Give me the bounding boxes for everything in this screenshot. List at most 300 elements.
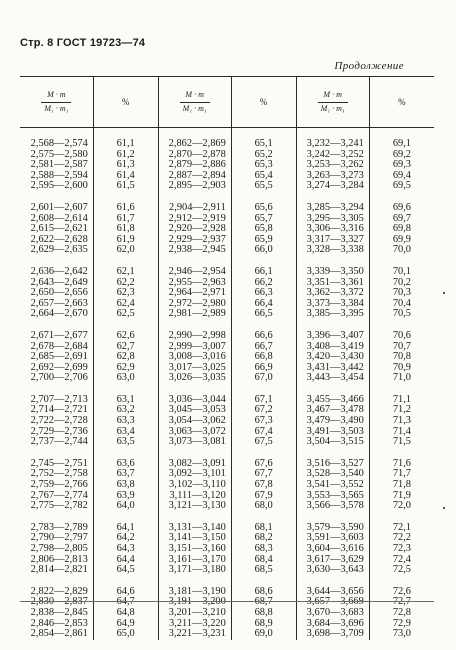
percent-value: 66,6 [254, 329, 273, 341]
row-group [159, 395, 226, 448]
percent-value: 70,4 [392, 297, 411, 309]
percent-value: 68,3 [254, 543, 273, 554]
ratio-range-value: 2,759—2,766 [30, 479, 88, 491]
row-group [297, 139, 364, 192]
row-group [370, 331, 434, 384]
percent-column [93, 128, 158, 640]
percent-value: 65,4 [254, 169, 273, 181]
ratio-range-value: 2,601—2,607 [30, 201, 88, 213]
row-group [94, 523, 158, 576]
ratio-range-value: 2,767—2,774 [30, 489, 88, 501]
ratio-range-value: 3,295—3,305 [306, 212, 364, 224]
percent-column [231, 128, 296, 640]
ratio-range-value: 3,630—3,643 [306, 564, 364, 576]
percent-value: 64,2 [116, 532, 135, 544]
ratio-range-value: 3,541—3,552 [306, 479, 364, 491]
ratio-range-value: 2,722—2,728 [30, 415, 88, 427]
row-group [159, 267, 226, 320]
percent-value: 71,3 [392, 415, 411, 427]
percent-value: 71,4 [392, 425, 411, 437]
ratio-header-denominator: M₁ · m₁ [41, 102, 71, 115]
percent-value: 61,9 [116, 233, 135, 245]
row-group [20, 331, 88, 384]
percent-value: 71,9 [392, 489, 411, 501]
row-group [297, 523, 364, 576]
ratio-range-value: 2,972—2,980 [168, 297, 226, 309]
ratio-header-denominator: M₁ · m₁ [180, 102, 210, 115]
percent-value: 66,7 [254, 340, 273, 352]
percent-value: 62,5 [116, 308, 135, 320]
percent-value: 63,2 [116, 404, 135, 416]
row-group [370, 267, 434, 320]
percent-value: 69,0 [254, 628, 273, 640]
row-group [20, 523, 88, 576]
percent-value: 65,3 [254, 159, 273, 171]
row-group [297, 459, 364, 512]
percent-value: 68,1 [254, 521, 273, 533]
ratio-range-value: 2,838—2,845 [30, 606, 88, 618]
row-group [232, 139, 296, 192]
ratio-range-value: 3,566—3,578 [306, 500, 364, 512]
percent-value: 65,5 [254, 180, 273, 192]
ratio-range-value: 3,017—3,025 [168, 361, 226, 373]
percent-value: 69,1 [392, 138, 411, 149]
percent-value: 65,2 [254, 148, 273, 160]
ratio-range-value: 2,854—2,861 [30, 628, 88, 640]
percent-value: 72,2 [392, 532, 411, 544]
percent-value: 70,7 [392, 340, 411, 352]
row-group [232, 587, 296, 640]
ratio-range-value: 3,306—3,316 [306, 223, 364, 235]
percent-value: 67,1 [254, 393, 273, 405]
percent-value: 66,8 [254, 351, 273, 363]
percent-value: 71,0 [392, 372, 411, 384]
percent-value: 72,7 [392, 596, 411, 608]
row-group [232, 331, 296, 384]
ratio-range-value: 3,362—3,372 [306, 287, 364, 299]
ratio-range-value: 2,798—2,805 [30, 543, 88, 554]
ratio-range-value: 3,191—3,200 [168, 596, 226, 608]
ratio-range-value: 3,455—3,466 [306, 393, 364, 405]
row-group [94, 203, 158, 256]
ratio-range-value: 2,622—2,628 [30, 233, 88, 245]
row-group [232, 459, 296, 512]
ratio-range-value: 2,685—2,691 [30, 351, 88, 363]
ratio-range-value: 2,707—2,713 [30, 393, 88, 405]
percent-value: 65,0 [116, 628, 135, 640]
percent-value: 62,4 [116, 297, 135, 309]
percent-value: 72,6 [392, 585, 411, 597]
margin-dot [443, 292, 445, 294]
percent-value: 63,3 [116, 415, 135, 427]
percent-value: 66,3 [254, 287, 273, 299]
percent-value: 63,9 [116, 489, 135, 501]
percent-value: 70,9 [392, 361, 411, 373]
percent-value: 65,1 [254, 138, 273, 149]
page-header: Стр. 8 ГОСТ 19723—74 [20, 37, 146, 49]
ratio-range-value: 3,317—3,327 [306, 233, 364, 245]
ratio-range-value: 3,232—3,241 [306, 138, 364, 149]
ratio-range-value: 3,121—3,130 [168, 500, 226, 512]
percent-value: 72,3 [392, 543, 411, 554]
ratio-range-value: 2,946—2,954 [168, 265, 226, 277]
ratio-range-value: 2,729—2,736 [30, 425, 88, 437]
ratio-range-value: 3,504—3,515 [306, 436, 364, 448]
percent-value: 63,6 [116, 457, 135, 469]
ratio-range-value: 2,904—2,911 [169, 201, 226, 213]
ratio-range-value: 3,141—3,150 [168, 532, 226, 544]
percent-value: 67,6 [254, 457, 273, 469]
row-group [94, 587, 158, 640]
percent-value: 66,5 [254, 308, 273, 320]
percent-value: 65,9 [254, 233, 273, 245]
row-group [297, 267, 364, 320]
ratio-header-numerator: M · m [185, 90, 204, 99]
ratio-header-denominator: M₁ · m₁ [318, 102, 348, 115]
ratio-range-value: 3,385—3,395 [306, 308, 364, 320]
ratio-range-value: 2,657—2,663 [30, 297, 88, 309]
percent-value: 63,0 [116, 372, 135, 384]
percent-value: 65,7 [254, 212, 273, 224]
ratio-range-value: 3,479—3,490 [306, 415, 364, 427]
percent-value: 61,2 [116, 148, 135, 160]
ratio-range-value: 2,822—2,829 [30, 585, 88, 597]
percent-value: 66,1 [254, 265, 273, 277]
percent-value: 72,5 [392, 564, 411, 576]
percent-value: 68,7 [254, 596, 273, 608]
ratio-range-value: 3,063—3,072 [168, 425, 226, 437]
ratio-range-value: 2,643—2,649 [30, 276, 88, 288]
row-group [232, 523, 296, 576]
percent-value: 62,3 [116, 287, 135, 299]
percent-value: 68,8 [254, 606, 273, 618]
margin-dot [443, 507, 445, 509]
percent-value: 62,1 [116, 265, 135, 277]
percent-value: 62,8 [116, 351, 135, 363]
ratio-range-value: 2,678—2,684 [30, 340, 88, 352]
row-group [20, 203, 88, 256]
ratio-range-value: 3,221—3,231 [168, 628, 226, 640]
ratio-range-value: 3,161—3,170 [168, 553, 226, 565]
ratio-range-value: 2,629—2,635 [30, 244, 88, 256]
ratio-range-value: 2,714—2,721 [30, 404, 88, 416]
ratio-range-value: 3,467—3,478 [306, 404, 364, 416]
ratio-range-value: 2,806—2,813 [30, 553, 88, 565]
percent-value: 68,0 [254, 500, 273, 512]
percent-value: 67,3 [254, 415, 273, 427]
percent-value: 69,4 [392, 169, 411, 181]
percent-value: 67,8 [254, 479, 273, 491]
ratio-range-value: 3,684—3,696 [306, 617, 364, 629]
ratio-range-value: 2,752—2,758 [30, 468, 88, 480]
ratio-range-column [158, 128, 231, 640]
ratio-range-value: 3,045—3,053 [168, 404, 226, 416]
ratio-range-value: 3,591—3,603 [306, 532, 364, 544]
row-group [20, 587, 88, 640]
percent-value: 63,8 [116, 479, 135, 491]
percent-value: 69,2 [392, 148, 411, 160]
percent-value: 72,9 [392, 617, 411, 629]
percent-column-header: % [231, 77, 296, 128]
row-group [370, 459, 434, 512]
ratio-range-column [20, 128, 93, 640]
percent-value: 61,3 [116, 159, 135, 171]
ratio-range-value: 3,036—3,044 [168, 393, 226, 405]
percent-value: 70,3 [392, 287, 411, 299]
percent-value: 64,6 [116, 585, 135, 597]
ratio-range-value: 3,339—3,350 [306, 265, 364, 277]
ratio-range-value: 3,285—3,294 [306, 201, 364, 213]
conversion-table-container [20, 76, 434, 640]
percent-value: 63,7 [116, 468, 135, 480]
percent-value: 70,6 [392, 329, 411, 341]
row-group [159, 523, 226, 576]
ratio-range-value: 2,955—2,963 [168, 276, 226, 288]
ratio-range-value: 3,026—3,035 [168, 372, 226, 384]
bottom-rule [20, 601, 434, 602]
row-group [94, 267, 158, 320]
ratio-range-value: 2,568—2,574 [30, 138, 88, 149]
ratio-range-value: 3,408—3,419 [306, 340, 364, 352]
row-group [20, 139, 88, 192]
percent-value: 66,4 [254, 297, 273, 309]
percent-value: 67,2 [254, 404, 273, 416]
ratio-range-value: 2,745—2,751 [30, 457, 88, 469]
percent-value: 64,9 [116, 617, 135, 629]
ratio-range-value: 3,617—3,629 [306, 553, 364, 565]
percent-value: 68,5 [254, 564, 273, 576]
row-group [94, 459, 158, 512]
percent-value: 66,9 [254, 361, 273, 373]
ratio-range-value: 2,964—2,971 [168, 287, 226, 299]
ratio-column-header [20, 77, 93, 128]
ratio-range-value: 3,201—3,210 [168, 606, 226, 618]
percent-value: 69,7 [392, 212, 411, 224]
percent-value: 62,2 [116, 276, 135, 288]
percent-value: 61,1 [116, 138, 135, 149]
ratio-range-value: 2,581—2,587 [30, 159, 88, 171]
ratio-range-value: 2,700—2,706 [30, 372, 88, 384]
ratio-range-value: 3,151—3,160 [168, 543, 226, 554]
ratio-range-value: 2,887—2,894 [168, 169, 226, 181]
row-group [297, 395, 364, 448]
percent-value: 65,6 [254, 201, 273, 213]
percent-value: 68,6 [254, 585, 273, 597]
ratio-range-value: 3,491—3,503 [306, 425, 364, 437]
row-group [159, 139, 226, 192]
ratio-range-value: 3,274—3,284 [306, 180, 364, 192]
percent-value: 67,7 [254, 468, 273, 480]
row-group [20, 395, 88, 448]
ratio-range-value: 3,351—3,361 [306, 276, 364, 288]
row-group [232, 395, 296, 448]
percent-value: 67,9 [254, 489, 273, 501]
percent-value: 64,1 [116, 521, 135, 533]
ratio-range-value: 2,814—2,821 [30, 564, 88, 576]
percent-value: 71,5 [392, 436, 411, 448]
percent-column-header: % [93, 77, 158, 128]
ratio-range-value: 3,092—3,101 [168, 468, 226, 480]
percent-value: 68,9 [254, 617, 273, 629]
percent-value: 71,2 [392, 404, 411, 416]
percent-column-header: % [369, 77, 434, 128]
ratio-range-value: 2,846—2,853 [30, 617, 88, 629]
percent-value: 67,0 [254, 372, 273, 384]
ratio-range-value: 3,396—3,407 [306, 329, 364, 341]
percent-value: 71,7 [392, 468, 411, 480]
ratio-range-value: 3,553—3,565 [306, 489, 364, 501]
ratio-range-value: 3,670—3,683 [306, 606, 364, 618]
percent-value: 66,0 [254, 244, 273, 256]
percent-value: 73,0 [392, 628, 411, 640]
ratio-column-header [158, 77, 231, 128]
ratio-range-value: 3,131—3,140 [168, 521, 226, 533]
percent-value: 72,0 [392, 500, 411, 512]
ratio-range-value: 2,783—2,789 [30, 521, 88, 533]
percent-value: 69,3 [392, 159, 411, 171]
percent-value: 70,8 [392, 351, 411, 363]
percent-value: 62,7 [116, 340, 135, 352]
row-group [159, 459, 226, 512]
ratio-range-value: 3,657—3,669 [306, 596, 364, 608]
percent-value: 69,6 [392, 201, 411, 213]
ratio-range-value: 2,830—2,837 [30, 596, 88, 608]
ratio-range-value: 3,171—3,180 [168, 564, 226, 576]
percent-value: 70,5 [392, 308, 411, 320]
percent-value: 70,2 [392, 276, 411, 288]
percent-value: 65,8 [254, 223, 273, 235]
ratio-range-value: 2,636—2,642 [30, 265, 88, 277]
percent-value: 64,5 [116, 564, 135, 576]
percent-value: 64,3 [116, 543, 135, 554]
ratio-range-value: 3,253—3,262 [306, 159, 364, 171]
percent-value: 62,6 [116, 329, 135, 341]
percent-value: 61,4 [116, 169, 135, 181]
ratio-range-value: 3,181—3,190 [168, 585, 226, 597]
percent-value: 72,4 [392, 553, 411, 565]
ratio-range-value: 2,575—2,580 [30, 148, 88, 160]
ratio-range-value: 2,912—2,919 [168, 212, 226, 224]
conversion-table [20, 76, 434, 640]
ratio-range-value: 3,054—3,062 [168, 415, 226, 427]
percent-value: 72,8 [392, 606, 411, 618]
percent-value: 61,6 [116, 201, 135, 213]
ratio-range-value: 2,790—2,797 [30, 532, 88, 544]
percent-value: 72,1 [392, 521, 411, 533]
row-group [370, 139, 434, 192]
percent-value: 63,1 [116, 393, 135, 405]
percent-value: 64,0 [116, 500, 135, 512]
ratio-range-value: 2,999—3,007 [168, 340, 226, 352]
percent-value: 64,7 [116, 596, 135, 608]
ratio-range-value: 2,608—2,614 [30, 212, 88, 224]
ratio-range-value: 3,073—3,081 [168, 436, 226, 448]
row-group [232, 267, 296, 320]
ratio-range-value: 3,516—3,527 [306, 457, 364, 469]
ratio-range-value: 2,671—2,677 [30, 329, 88, 341]
ratio-range-value: 3,111—3,120 [169, 489, 226, 501]
ratio-range-value: 3,420—3,430 [306, 351, 364, 363]
percent-value: 63,4 [116, 425, 135, 437]
ratio-range-value: 3,528—3,540 [306, 468, 364, 480]
ratio-range-value: 2,615—2,621 [30, 223, 88, 235]
table-body-row [20, 128, 434, 640]
ratio-column-header [296, 77, 369, 128]
percent-column [369, 128, 434, 640]
ratio-range-value: 2,870—2,878 [168, 148, 226, 160]
percent-value: 71,8 [392, 479, 411, 491]
percent-value: 63,5 [116, 436, 135, 448]
row-group [94, 331, 158, 384]
ratio-range-value: 3,604—3,616 [306, 543, 364, 554]
ratio-range-value: 3,242—3,252 [306, 148, 364, 160]
ratio-range-value: 3,644—3,656 [306, 585, 364, 597]
ratio-range-value: 3,102—3,110 [169, 479, 226, 491]
percent-value: 67,4 [254, 425, 273, 437]
ratio-range-value: 2,920—2,928 [168, 223, 226, 235]
ratio-range-value: 2,938—2,945 [168, 244, 226, 256]
percent-value: 64,8 [116, 606, 135, 618]
row-group [20, 459, 88, 512]
row-group [20, 267, 88, 320]
row-group [159, 331, 226, 384]
ratio-range-value: 2,895—2,903 [168, 180, 226, 192]
row-group [370, 523, 434, 576]
percent-value: 69,9 [392, 233, 411, 245]
ratio-range-value: 3,373—3,384 [306, 297, 364, 309]
ratio-range-value: 3,082—3,091 [168, 457, 226, 469]
percent-value: 69,8 [392, 223, 411, 235]
continuation-label: Продолжение [334, 60, 404, 72]
ratio-range-value: 2,650—2,656 [30, 287, 88, 299]
ratio-range-value: 2,990—2,998 [168, 329, 226, 341]
ratio-range-value: 3,008—3,016 [168, 351, 226, 363]
percent-value: 67,5 [254, 436, 273, 448]
ratio-range-value: 2,588—2,594 [30, 169, 88, 181]
percent-value: 68,4 [254, 553, 273, 565]
row-group [232, 203, 296, 256]
ratio-range-value: 2,664—2,670 [30, 308, 88, 320]
percent-value: 71,1 [392, 393, 411, 405]
row-group [370, 203, 434, 256]
ratio-range-value: 2,981—2,989 [168, 308, 226, 320]
ratio-header-numerator: M · m [47, 90, 66, 99]
percent-value: 61,7 [116, 212, 135, 224]
percent-value: 61,5 [116, 180, 135, 192]
percent-value: 62,0 [116, 244, 135, 256]
ratio-range-value: 2,692—2,699 [30, 361, 88, 373]
ratio-range-value: 3,431—3,442 [306, 361, 364, 373]
ratio-range-value: 3,328—3,338 [306, 244, 364, 256]
ratio-range-value: 2,862—2,869 [168, 138, 226, 149]
percent-value: 69,5 [392, 180, 411, 192]
ratio-range-value: 3,443—3,454 [306, 372, 364, 384]
percent-value: 66,2 [254, 276, 273, 288]
ratio-range-column [296, 128, 369, 640]
row-group [370, 395, 434, 448]
ratio-range-value: 3,211—3,220 [169, 617, 226, 629]
row-group [370, 587, 434, 640]
row-group [297, 203, 364, 256]
ratio-range-value: 3,263—3,273 [306, 169, 364, 181]
row-group [297, 587, 364, 640]
row-group [94, 395, 158, 448]
percent-value: 64,4 [116, 553, 135, 565]
table-header-row [20, 77, 434, 128]
ratio-range-value: 2,929—2,937 [168, 233, 226, 245]
row-group [297, 331, 364, 384]
ratio-range-value: 2,879—2,886 [168, 159, 226, 171]
